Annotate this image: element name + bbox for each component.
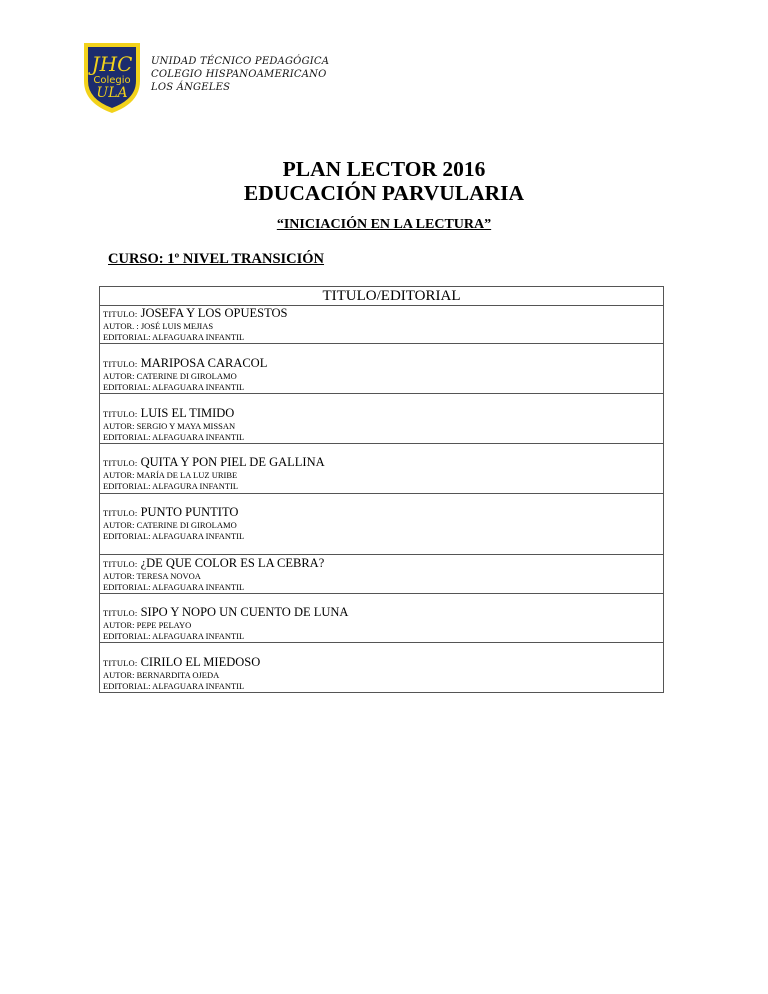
book-editorial: EDITORIAL: ALFAGUARA INFANTIL — [103, 680, 245, 691]
table-row — [100, 494, 663, 555]
book-editorial: EDITORIAL: ALFAGUARA INFANTIL — [103, 530, 245, 541]
title-label: TITULO: — [103, 608, 138, 618]
book-title: PUNTO PUNTITO — [140, 505, 239, 519]
book-author: AUTOR: PEPE PELAYO — [103, 620, 192, 630]
book-author: AUTOR: CATERINE DI GIROLAMO — [103, 371, 237, 381]
title-label: TITULO: — [103, 559, 138, 569]
book-title: QUITA Y PON PIEL DE GALLINA — [140, 455, 325, 469]
title-label: TITULO: — [103, 359, 138, 369]
book-author: AUTOR. : JOSÉ LUIS MEJIAS — [103, 321, 214, 331]
institution-line: UNIDAD TÉCNICO PEDAGÓGICA — [151, 56, 330, 67]
title-label: TITULO: — [103, 458, 138, 468]
book-author: AUTOR: BERNARDITA OJEDA — [103, 670, 220, 680]
svg-text:Colegio: Colegio — [93, 75, 131, 86]
table-row — [100, 555, 663, 594]
table-row — [100, 643, 663, 692]
table-header: TITULO/EDITORIAL — [100, 287, 663, 306]
title-label: TITULO: — [103, 409, 138, 419]
book-editorial: EDITORIAL: ALFAGUARA INFANTIL — [103, 630, 245, 641]
institution-line: LOS ÁNGELES — [151, 82, 231, 93]
title-label: TITULO: — [103, 508, 138, 518]
table-row — [100, 344, 663, 394]
book-editorial: EDITORIAL: ALFAGUARA INFANTIL — [103, 331, 245, 342]
title-label: TITULO: — [103, 658, 138, 668]
book-title: MARIPOSA CARACOL — [140, 356, 268, 370]
book-title: LUIS EL TIMIDO — [140, 406, 235, 420]
book-table — [99, 286, 664, 693]
book-author: AUTOR: CATERINE DI GIROLAMO — [103, 520, 237, 530]
table-row — [100, 444, 663, 494]
book-editorial: EDITORIAL: ALFAGUARA INFANTIL — [103, 581, 245, 592]
book-editorial: EDITORIAL: ALFAGUARA INFANTIL — [103, 381, 245, 392]
page-subtitle-level: EDUCACIÓN PARVULARIA — [243, 181, 525, 205]
book-title: ¿DE QUE COLOR ES LA CEBRA? — [140, 556, 325, 570]
school-crest-icon — [82, 41, 142, 115]
book-title: SIPO Y NOPO UN CUENTO DE LUNA — [140, 605, 349, 619]
book-author: AUTOR: SERGIO Y MAYA MISSAN — [103, 421, 236, 431]
program-subtitle: “INICIACIÓN EN LA LECTURA” — [276, 217, 492, 232]
table-row — [100, 594, 663, 643]
course-heading: CURSO: 1º NIVEL TRANSICIÓN — [108, 251, 325, 267]
book-editorial: EDITORIAL: ALFAGURA INFANTIL — [103, 480, 239, 491]
institution-name — [151, 55, 329, 94]
book-title: CIRILO EL MIEDOSO — [140, 655, 261, 669]
book-author: AUTOR: MARÍA DE LA LUZ URIBE — [103, 470, 238, 480]
title-label: TITULO: — [103, 309, 138, 319]
book-editorial: EDITORIAL: ALFAGUARA INFANTIL — [103, 431, 245, 442]
svg-text:ULA: ULA — [96, 85, 128, 101]
table-row — [100, 394, 663, 444]
book-title: JOSEFA Y LOS OPUESTOS — [140, 306, 288, 320]
book-author: AUTOR: TERESA NOVOA — [103, 571, 201, 581]
page-title: PLAN LECTOR 2016 — [282, 157, 486, 181]
institution-line: COLEGIO HISPANOAMERICANO — [151, 69, 327, 80]
svg-text:JHC: JHC — [91, 52, 133, 76]
table-row — [100, 306, 663, 344]
